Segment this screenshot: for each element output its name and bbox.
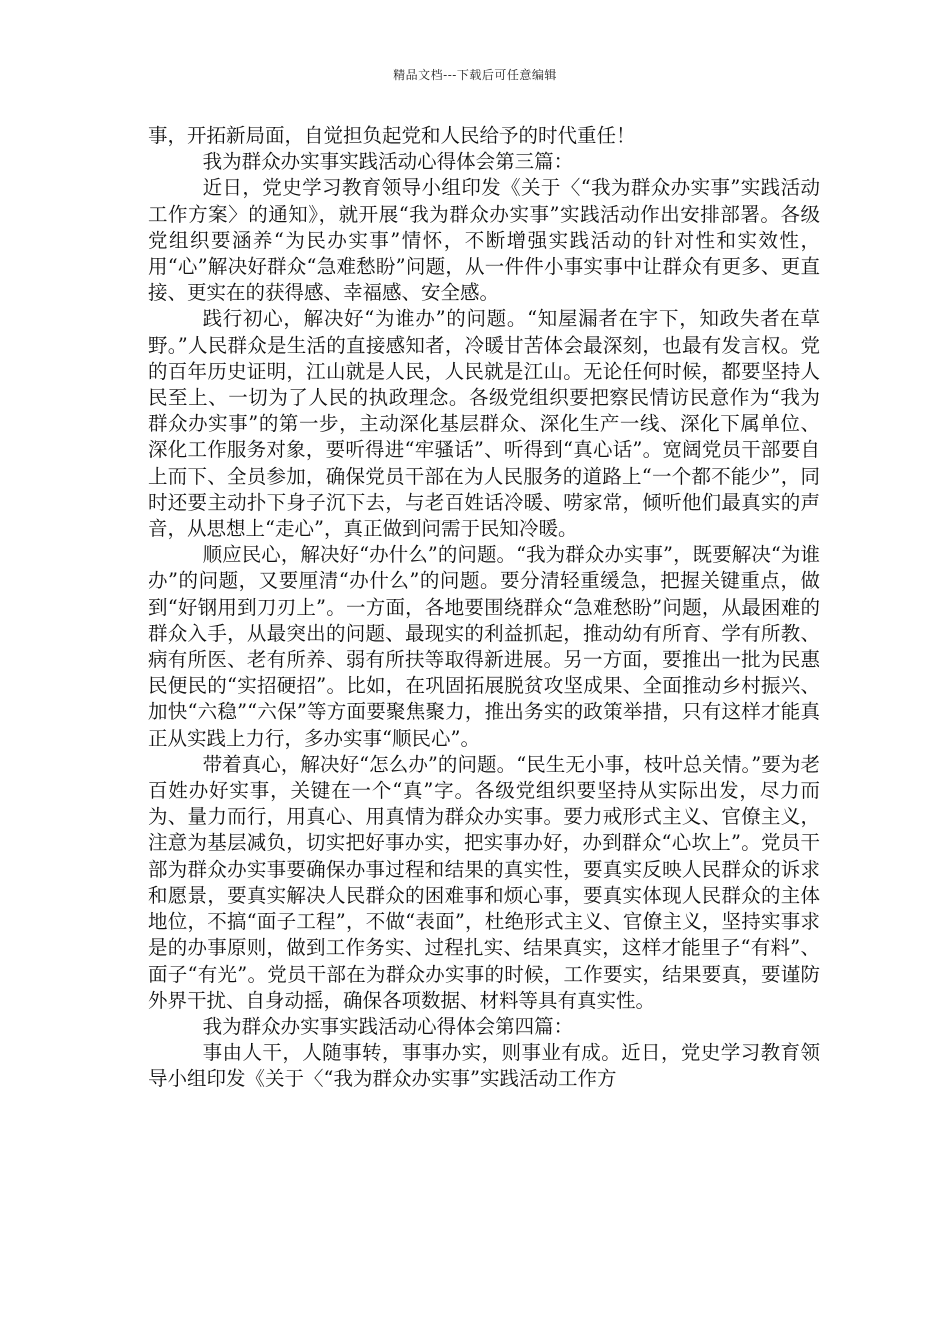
document-body [148, 123, 820, 1093]
paragraph: 带着真心，解决好“怎么办”的问题。“民生无小事，枝叶总关情。”要为老百姓办好实事，关键在一个“真”字。各级党组织要坚持从实际出发，尽力而为、量力而行，用真心、用真情为群众办实事。要力戒形式主义、官僚主义，注意为基层减负，切实把好事办实，把实事办好，办到群众“心坎上”。党员干部为群众办实事要确保办事过程和结果的真实性，要真实反映人民群众的诉求和愿景，要真实解决人民群众的困难事和烦心事，要真实体现人民群众的主体地位，不搞“面子工程”，不做“表面”，杜绝形式主义、官僚主义，坚持实事求是的办事原则，做到工作务实、过程扎实、结果真实，这样才能里子“有料”、面子“有光”。党员干部在为群众办实事的时候，工作要实，结果要真，要谨防外界干扰、自身动摇，确保各项数据、材料等具有真实性。 [148, 752, 820, 1012]
page-header: 精品文档---下载后可任意编辑 [393, 68, 557, 82]
section-heading-fourth: 我为群众办实事实践活动心得体会第四篇： [202, 1014, 574, 1038]
section-heading-third: 我为群众办实事实践活动心得体会第三篇： [202, 150, 574, 174]
paragraph: 事由人干，人随事转，事事办实，则事业有成。近日，党史学习教育领导小组印发《关于〈“我为群众办实事”实践活动工作方 [148, 1041, 820, 1091]
paragraph: 顺应民心，解决好“办什么”的问题。“我为群众办实事”，既要解决“为谁办”的问题，又要厘清“办什么”的问题。要分清轻重缓急，把握关键重点，做到“好钢用到刀刃上”。一方面，各地要围绕群众“急难愁盼”问题，从最困难的群众入手，从最突出的问题、最现实的利益抓起，推动幼有所育、学有所教、病有所医、老有所养、弱有所扶等取得新进展。另一方面，要推出一批为民惠民便民的“实招硬招”。比如，在巩固拓展脱贫攻坚成果、全面推动乡村振兴、加快“六稳”“六保”等方面要聚焦聚力，推出务实的政策举措，只有这样才能真正从实践上力行，多办实事“顺民心”。 [148, 543, 820, 750]
paragraph: 践行初心，解决好“为谁办”的问题。“知屋漏者在宇下，知政失者在草野。”人民群众是生活的直接感知者，冷暖甘苦体会最深刻，也最有发言权。党的百年历史证明，江山就是人民，人民就是江山。无论任何时候，都要坚持人民至上、一切为了人民的执政理念。各级党组织要把察民情访民意作为“我为群众办实事”的第一步，主动深化基层群众、深化生产一线、深化下属单位、深化工作服务对象，要听得进“牢骚话”、听得到“真心话”。宽阔党员干部要自上而下、全员参加，确保党员干部在为人民服务的道路上“一个都不能少”，同时还要主动扑下身子沉下去，与老百姓话冷暖、唠家常，倾听他们最真实的声音，从思想上“走心”，真正做到问需于民知冷暖。 [148, 307, 820, 541]
paragraph-continuation: 事，开拓新局面，自觉担负起党和人民给予的时代重任！ [148, 124, 636, 147]
paragraph: 近日，党史学习教育领导小组印发《关于〈“我为群众办实事”实践活动工作方案〉的通知》，就开展“我为群众办实事”实践活动作出安排部署。各级党组织要涵养“为民办实事”情怀，不断增强实践活动的针对性和实效性，用“心”解决好群众“急难愁盼”问题，从一件件小事实事中让群众有更多、更直接、更实在的获得感、幸福感、安全感。 [148, 176, 820, 305]
